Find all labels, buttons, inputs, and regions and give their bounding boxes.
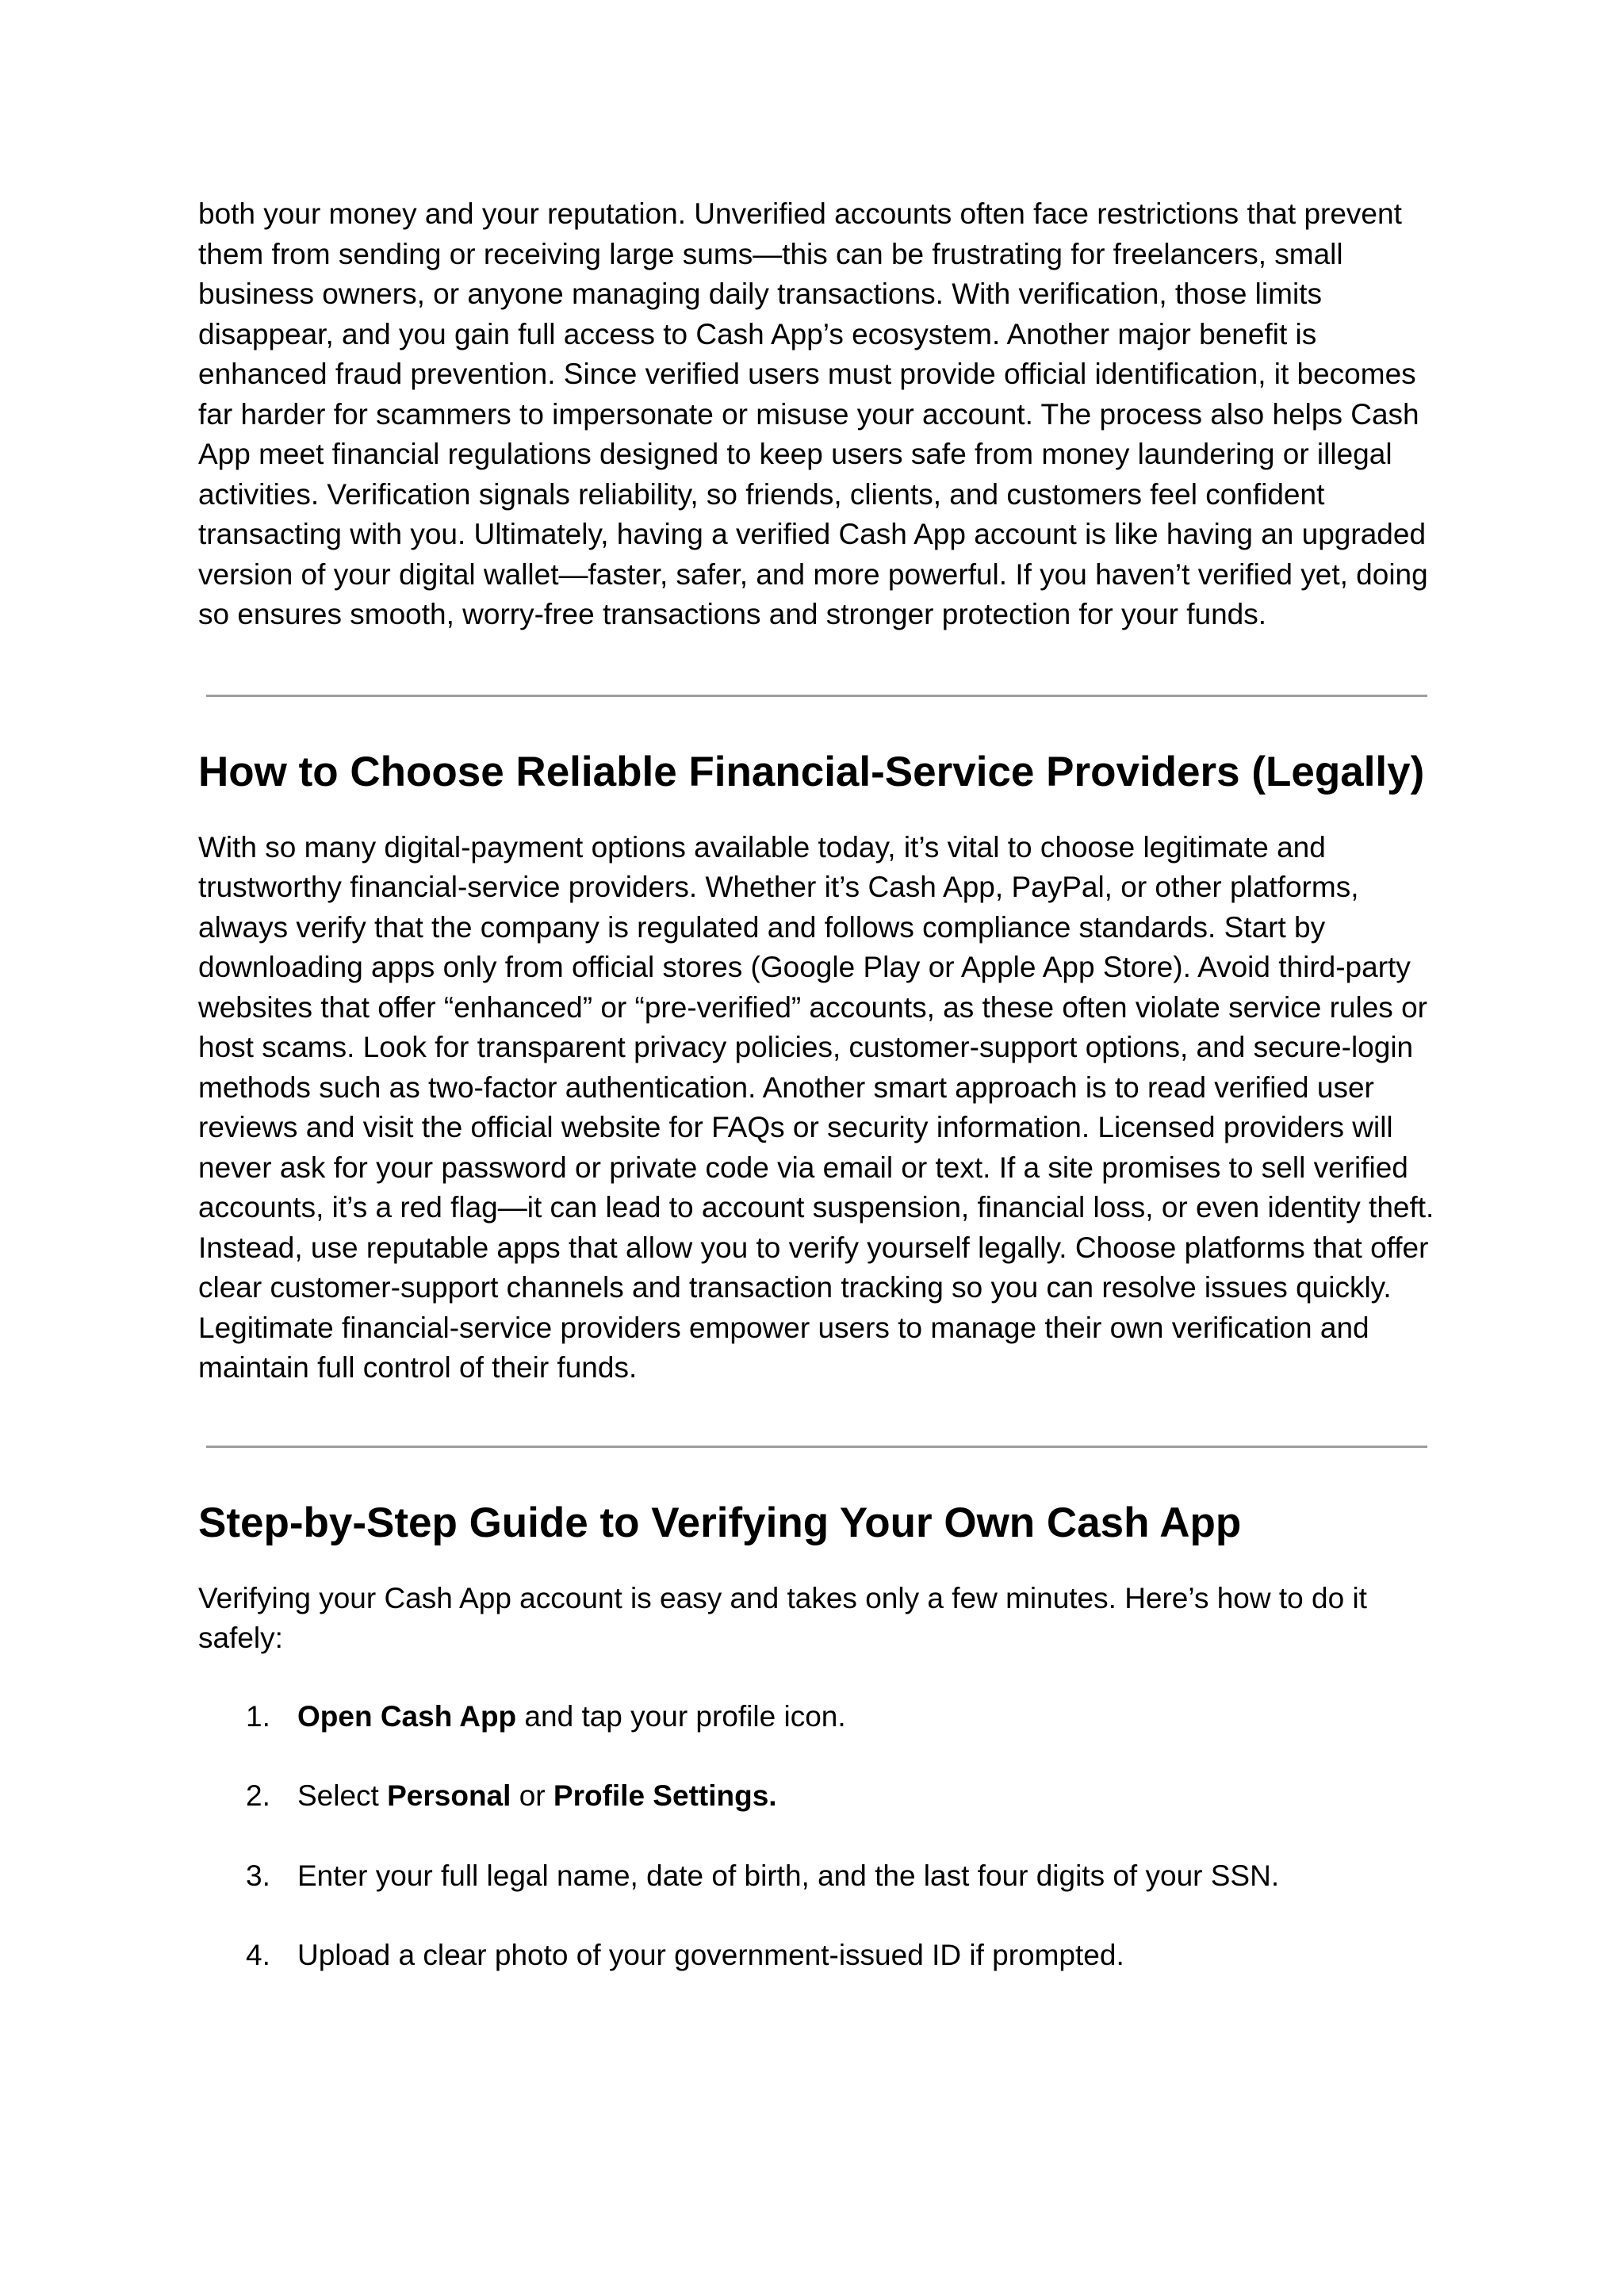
step-text: and tap your profile icon. — [516, 1699, 846, 1733]
list-item — [198, 1936, 1451, 1976]
section-divider — [206, 695, 1427, 697]
guide-intro: Verifying your Cash App account is easy and takes only a few minutes. Here’s how to do it safely: — [198, 1581, 1367, 1654]
intro-paragraph: both your money and your reputation. Unverified accounts often face restrictions that prevent them from sending or receiving large sums—this can be frustrating for freelancers, small business owners, or anyone managing daily transactions. With verification, those limits disappear, and you gain full access to Cash App’s ecosystem. Another major benefit is enhanced fraud prevention. Since verified users must provide official identification, it becomes far harder for scammers to impersonate or misuse your account. The process also helps Cash App meet financial regulations designed to keep users safe from money laundering or illegal activities. Verification signals reliability, so friends, clients, and customers feel confident transacting with you. Ultimately, having a verified Cash App account is like having an upgraded version of your digital wallet—faster, safer, and more powerful. If you haven’t verified yet, doing so ensures smooth, worry-free transactions and stronger protection for your funds. — [198, 197, 1428, 630]
step-text: Select — [297, 1779, 388, 1812]
step-bold-text: Profile Settings. — [553, 1779, 777, 1812]
steps-list — [198, 1697, 1451, 1976]
list-item — [198, 1856, 1451, 1897]
section-divider — [206, 1446, 1427, 1448]
step-text: or — [511, 1779, 553, 1812]
document-page — [198, 194, 1451, 2016]
list-item — [198, 1776, 1451, 1817]
step-text: Upload a clear photo of your government-issued ID if prompted. — [297, 1939, 1124, 1971]
list-item — [198, 1697, 1451, 1737]
step-number: 4. — [246, 1939, 270, 1971]
guide-heading: Step-by-Step Guide to Verifying Your Own Cash App — [198, 1499, 1242, 1546]
providers-paragraph: With so many digital-payment options available today, it’s vital to choose legitimate and trustworthy financial-service providers. Whether it’s Cash App, PayPal, or other platforms, always verify that the company is regulated and follows compliance standards. Start by downloading apps only from official stores (Google Play or Apple App Store). Avoid third-party websites that offer “enhanced” or “pre-verified” accounts, as these often violate service rules or host scams. Look for transparent privacy policies, customer-support options, and secure-login methods such as two-factor authentication. Another smart approach is to read verified user reviews and visit the official website for FAQs or security information. Licensed providers will never ask for your password or private code via email or text. If a site promises to sell verified accounts, it’s a red flag—it can lead to account suspension, financial loss, or even identity theft. Instead, use reputable apps that allow you to verify yourself legally. Choose platforms that offer clear customer-support channels and transaction tracking so you can resolve issues quickly. Legitimate financial-service providers empower users to manage their own verification and maintain full control of their funds. — [198, 830, 1434, 1384]
step-text: Enter your full legal name, date of birth, and the last four digits of your SSN. — [297, 1859, 1280, 1892]
step-bold-text: Personal — [387, 1779, 511, 1812]
step-bold-text: Open Cash App — [297, 1699, 517, 1733]
step-number: 2. — [246, 1779, 270, 1812]
providers-heading: How to Choose Reliable Financial-Service Providers (Legally) — [198, 748, 1425, 795]
step-number: 1. — [246, 1699, 270, 1733]
step-number: 3. — [246, 1859, 270, 1892]
